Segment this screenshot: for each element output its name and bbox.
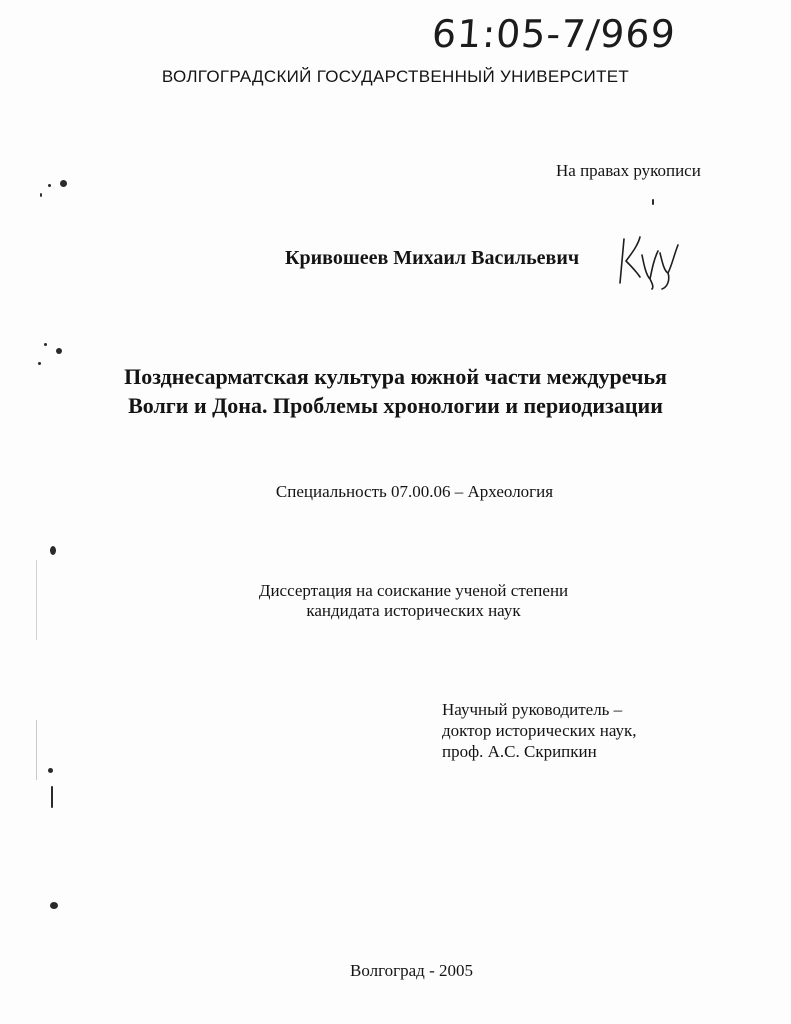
scan-speck [652, 199, 654, 205]
manuscript-rights-note: На правах рукописи [556, 161, 701, 180]
specialty: Специальность 07.00.06 – Археология [275, 482, 554, 501]
title-line-1: Позднесарматская культура южной части междуречья [124, 364, 667, 389]
degree-line-2: кандидата исторических наук [306, 601, 521, 620]
scan-speck [50, 902, 58, 909]
scan-speck [50, 546, 56, 555]
dissertation-title [0, 362, 791, 420]
title-line-2: Волги и Дона. Проблемы хронологии и периодизации [128, 393, 663, 418]
scan-speck [36, 560, 37, 640]
scan-speck [38, 362, 41, 365]
degree-line-1: Диссертация на соискание ученой степени [258, 581, 569, 600]
supervisor-line-2: доктор исторических наук, [442, 721, 637, 740]
supervisor-line-1: Научный руководитель – [442, 700, 623, 719]
supervisor-line-3: проф. А.С. Скрипкин [442, 742, 597, 761]
city-and-year: Волгоград - 2005 [350, 961, 473, 980]
scan-speck [48, 184, 51, 187]
scan-speck [48, 768, 53, 773]
scan-speck [44, 343, 47, 346]
scan-speck [40, 193, 42, 197]
degree-statement [0, 581, 791, 621]
scan-speck [56, 348, 62, 354]
scan-speck [36, 720, 37, 780]
university-name: ВОЛГОГРАДСКИЙ ГОСУДАРСТВЕННЫЙ УНИВЕРСИТЕТ [161, 67, 630, 86]
author-signature [616, 231, 686, 291]
scientific-supervisor [442, 699, 637, 762]
scan-speck [60, 180, 67, 187]
scan-speck [51, 786, 53, 808]
author-name: Кривошеев Михаил Васильевич [285, 247, 580, 269]
handwritten-shelfmark: 61:05-7/969 [430, 12, 678, 56]
